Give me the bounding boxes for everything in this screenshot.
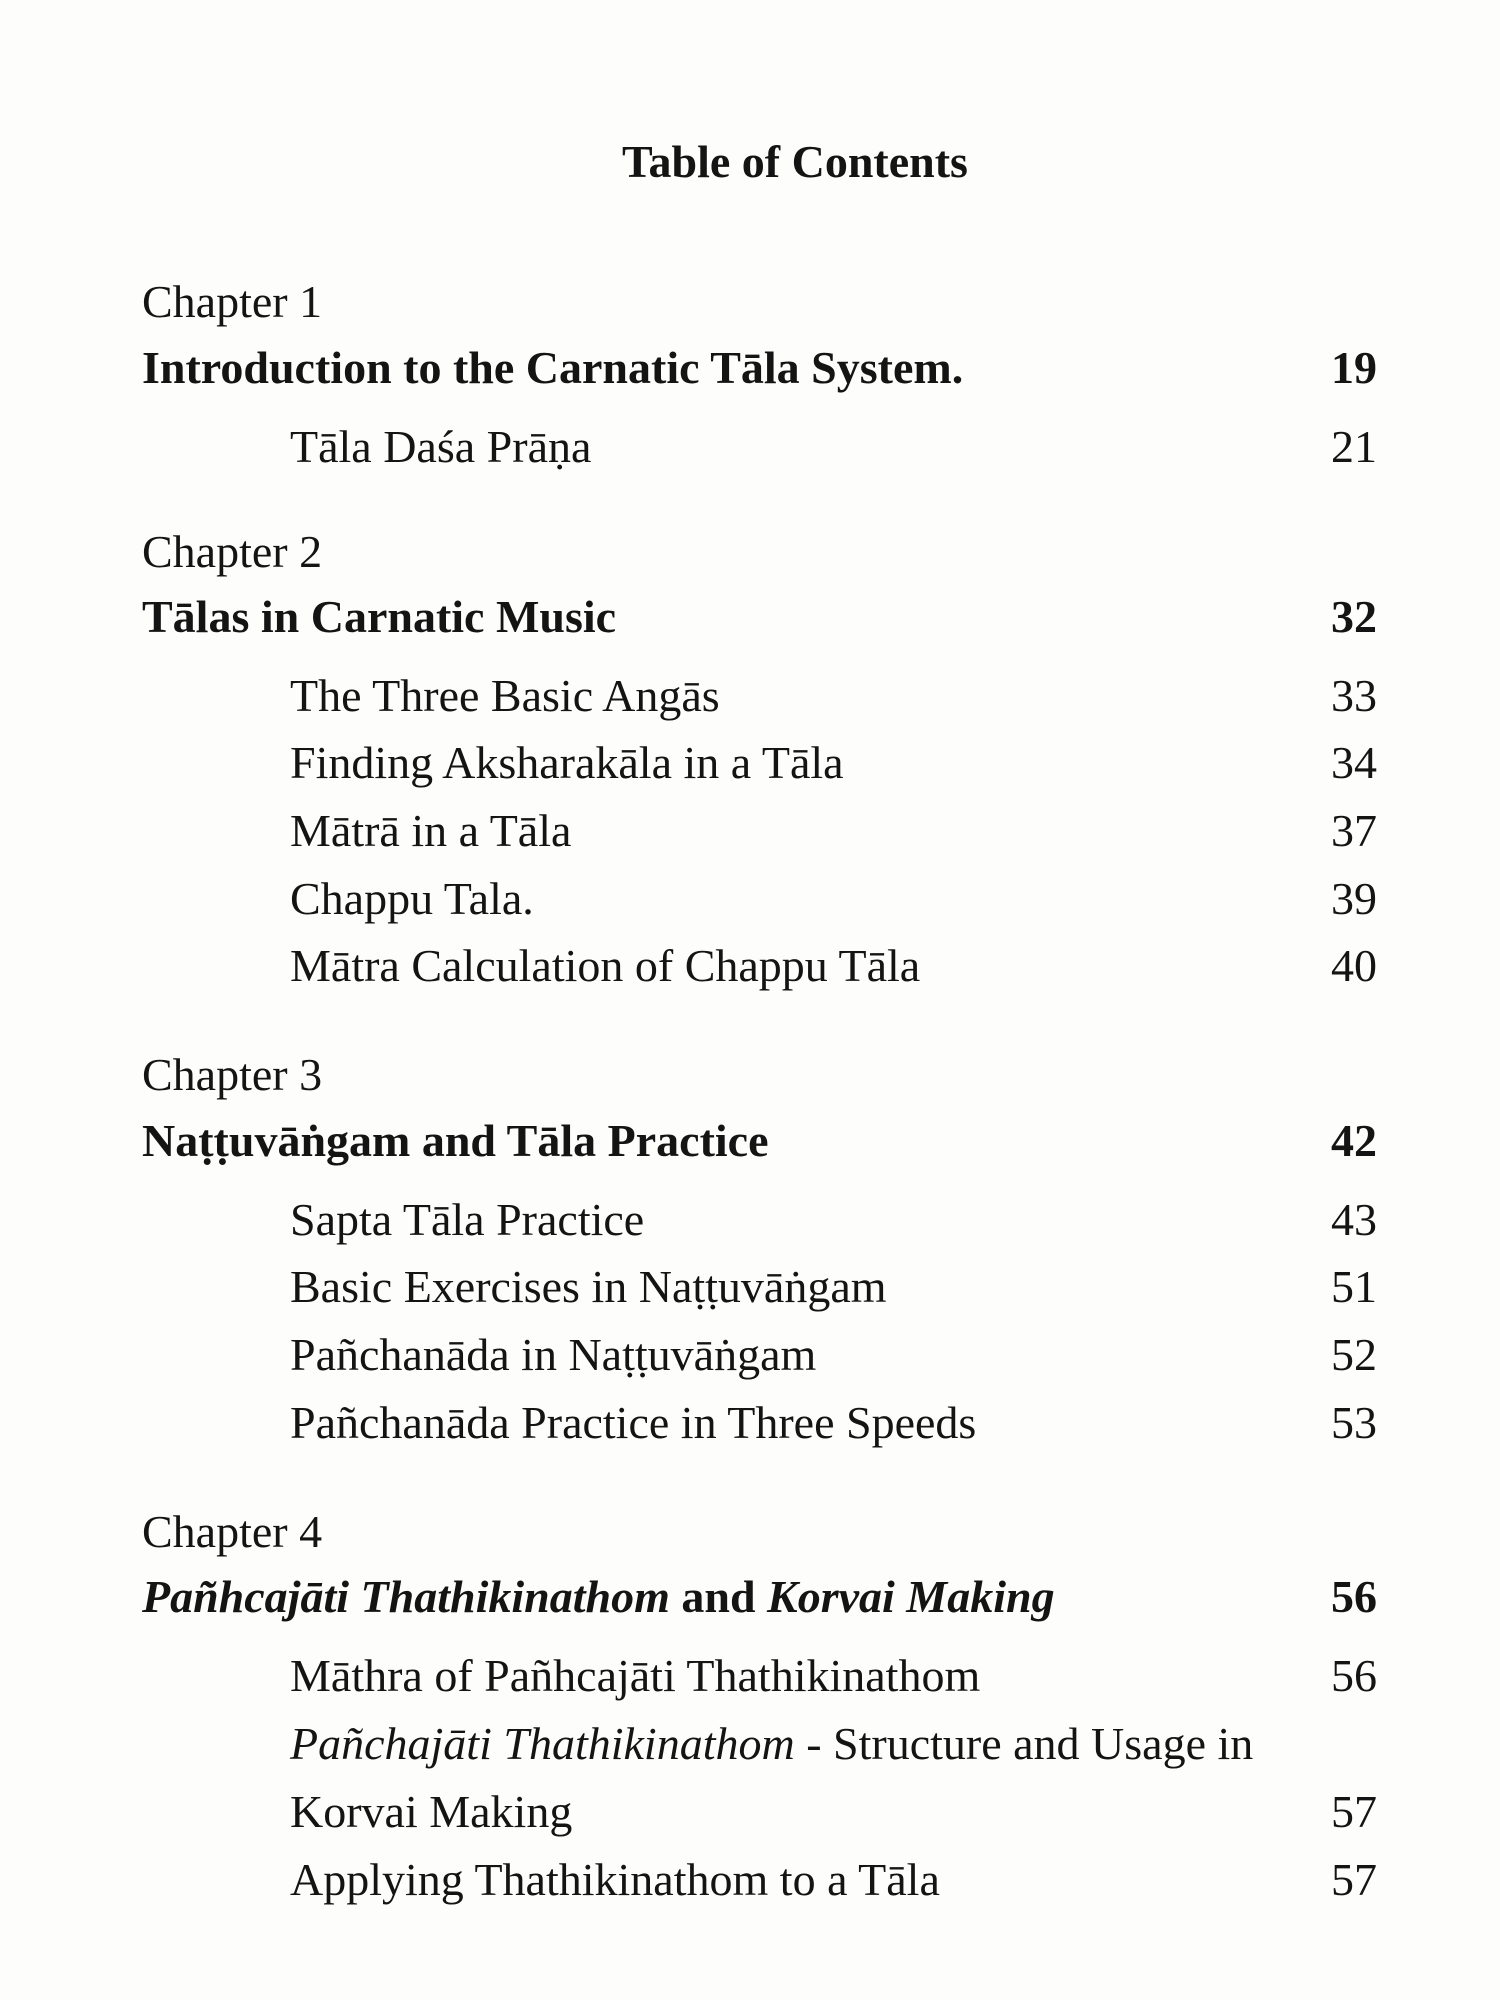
toc-entry-page: 40 — [1331, 940, 1377, 991]
toc-entry — [290, 1325, 1377, 1385]
toc-entry-page: 37 — [1331, 805, 1377, 856]
chapter-3-page: 42 — [1331, 1115, 1377, 1166]
chapter-1-page: 19 — [1331, 342, 1377, 393]
chapter-3-heading: Naṭṭuvāṅgam and Tāla Practice — [142, 1115, 769, 1166]
chapter-4-heading-row — [142, 1567, 1377, 1627]
toc-entry-page: 57 — [1331, 1854, 1377, 1905]
toc-entry-page: 33 — [1331, 670, 1377, 721]
toc-entry-title: Sapta Tāla Practice — [290, 1194, 645, 1245]
toc-entry-page: 56 — [1331, 1650, 1377, 1701]
toc-entry-page: 34 — [1331, 737, 1377, 788]
toc-entry — [290, 1646, 1377, 1706]
toc-entry-title: Applying Thathikinathom to a Tāla — [290, 1854, 940, 1905]
chapter-1-label: Chapter 1 — [142, 276, 323, 327]
toc-entry — [290, 417, 1377, 477]
toc-entry-title: Pañchanāda Practice in Three Speeds — [290, 1397, 977, 1448]
toc-entry-title-continued: Korvai Making — [290, 1786, 573, 1837]
toc-entry-title-rest: - Structure and Usage in — [794, 1718, 1254, 1769]
toc-entry-page: 51 — [1331, 1261, 1377, 1312]
toc-entry — [290, 666, 1377, 726]
toc-entry-page: 21 — [1331, 421, 1377, 472]
toc-entry — [290, 1782, 1377, 1842]
toc-entry — [290, 1850, 1377, 1910]
toc-entry — [290, 936, 1377, 996]
toc-entry — [290, 869, 1377, 929]
toc-entry-title — [290, 1714, 1253, 1774]
chapter-4-label: Chapter 4 — [142, 1506, 323, 1557]
toc-entry — [290, 733, 1377, 793]
chapter-4-heading — [142, 1567, 1055, 1627]
chapter-2-heading-row — [142, 587, 1377, 647]
toc-entry-title-italic: Pañchajāti Thathikinathom — [290, 1718, 795, 1769]
chapter-4-heading-connector: and — [669, 1571, 768, 1622]
toc-entry — [290, 1257, 1377, 1317]
toc-entry-title: Mātra Calculation of Chappu Tāla — [290, 940, 921, 991]
toc-entry — [290, 801, 1377, 861]
toc-entry-title: Mātrā in a Tāla — [290, 805, 572, 856]
chapter-3-label: Chapter 3 — [142, 1049, 323, 1100]
chapter-2-page: 32 — [1331, 591, 1377, 642]
chapter-1-heading: Introduction to the Carnatic Tāla System. — [142, 342, 964, 393]
chapter-4-heading-italic-1: Pañhcajāti Thathikinathom — [142, 1571, 670, 1622]
toc-entry-title: Pañchanāda in Naṭṭuvāṅgam — [290, 1329, 817, 1380]
toc-entry-page: 57 — [1331, 1786, 1377, 1837]
chapter-3-heading-row — [142, 1111, 1377, 1171]
toc-entry — [290, 1190, 1377, 1250]
toc-entry-page: 43 — [1331, 1194, 1377, 1245]
toc-entry — [290, 1714, 1377, 1774]
chapter-4-page: 56 — [1331, 1571, 1377, 1622]
page-title: Table of Contents — [622, 136, 968, 187]
toc-entry-page: 53 — [1331, 1397, 1377, 1448]
chapter-4-heading-italic-2: Korvai Making — [767, 1571, 1055, 1622]
chapter-2-label: Chapter 2 — [142, 526, 323, 577]
toc-entry-title: Māthra of Pañhcajāti Thathikinathom — [290, 1650, 981, 1701]
toc-entry-title: Finding Aksharakāla in a Tāla — [290, 737, 844, 788]
toc-entry-title: Chappu Tala. — [290, 873, 534, 924]
toc-entry-title: Tāla Daśa Prāṇa — [290, 421, 592, 472]
chapter-2-heading: Tālas in Carnatic Music — [142, 591, 617, 642]
toc-entry-page: 39 — [1331, 873, 1377, 924]
toc-entry-page: 52 — [1331, 1329, 1377, 1380]
chapter-1-heading-row — [142, 338, 1377, 398]
toc-entry — [290, 1393, 1377, 1453]
toc-entry-title: Basic Exercises in Naṭṭuvāṅgam — [290, 1261, 887, 1312]
toc-entry-title: The Three Basic Angās — [290, 670, 720, 721]
